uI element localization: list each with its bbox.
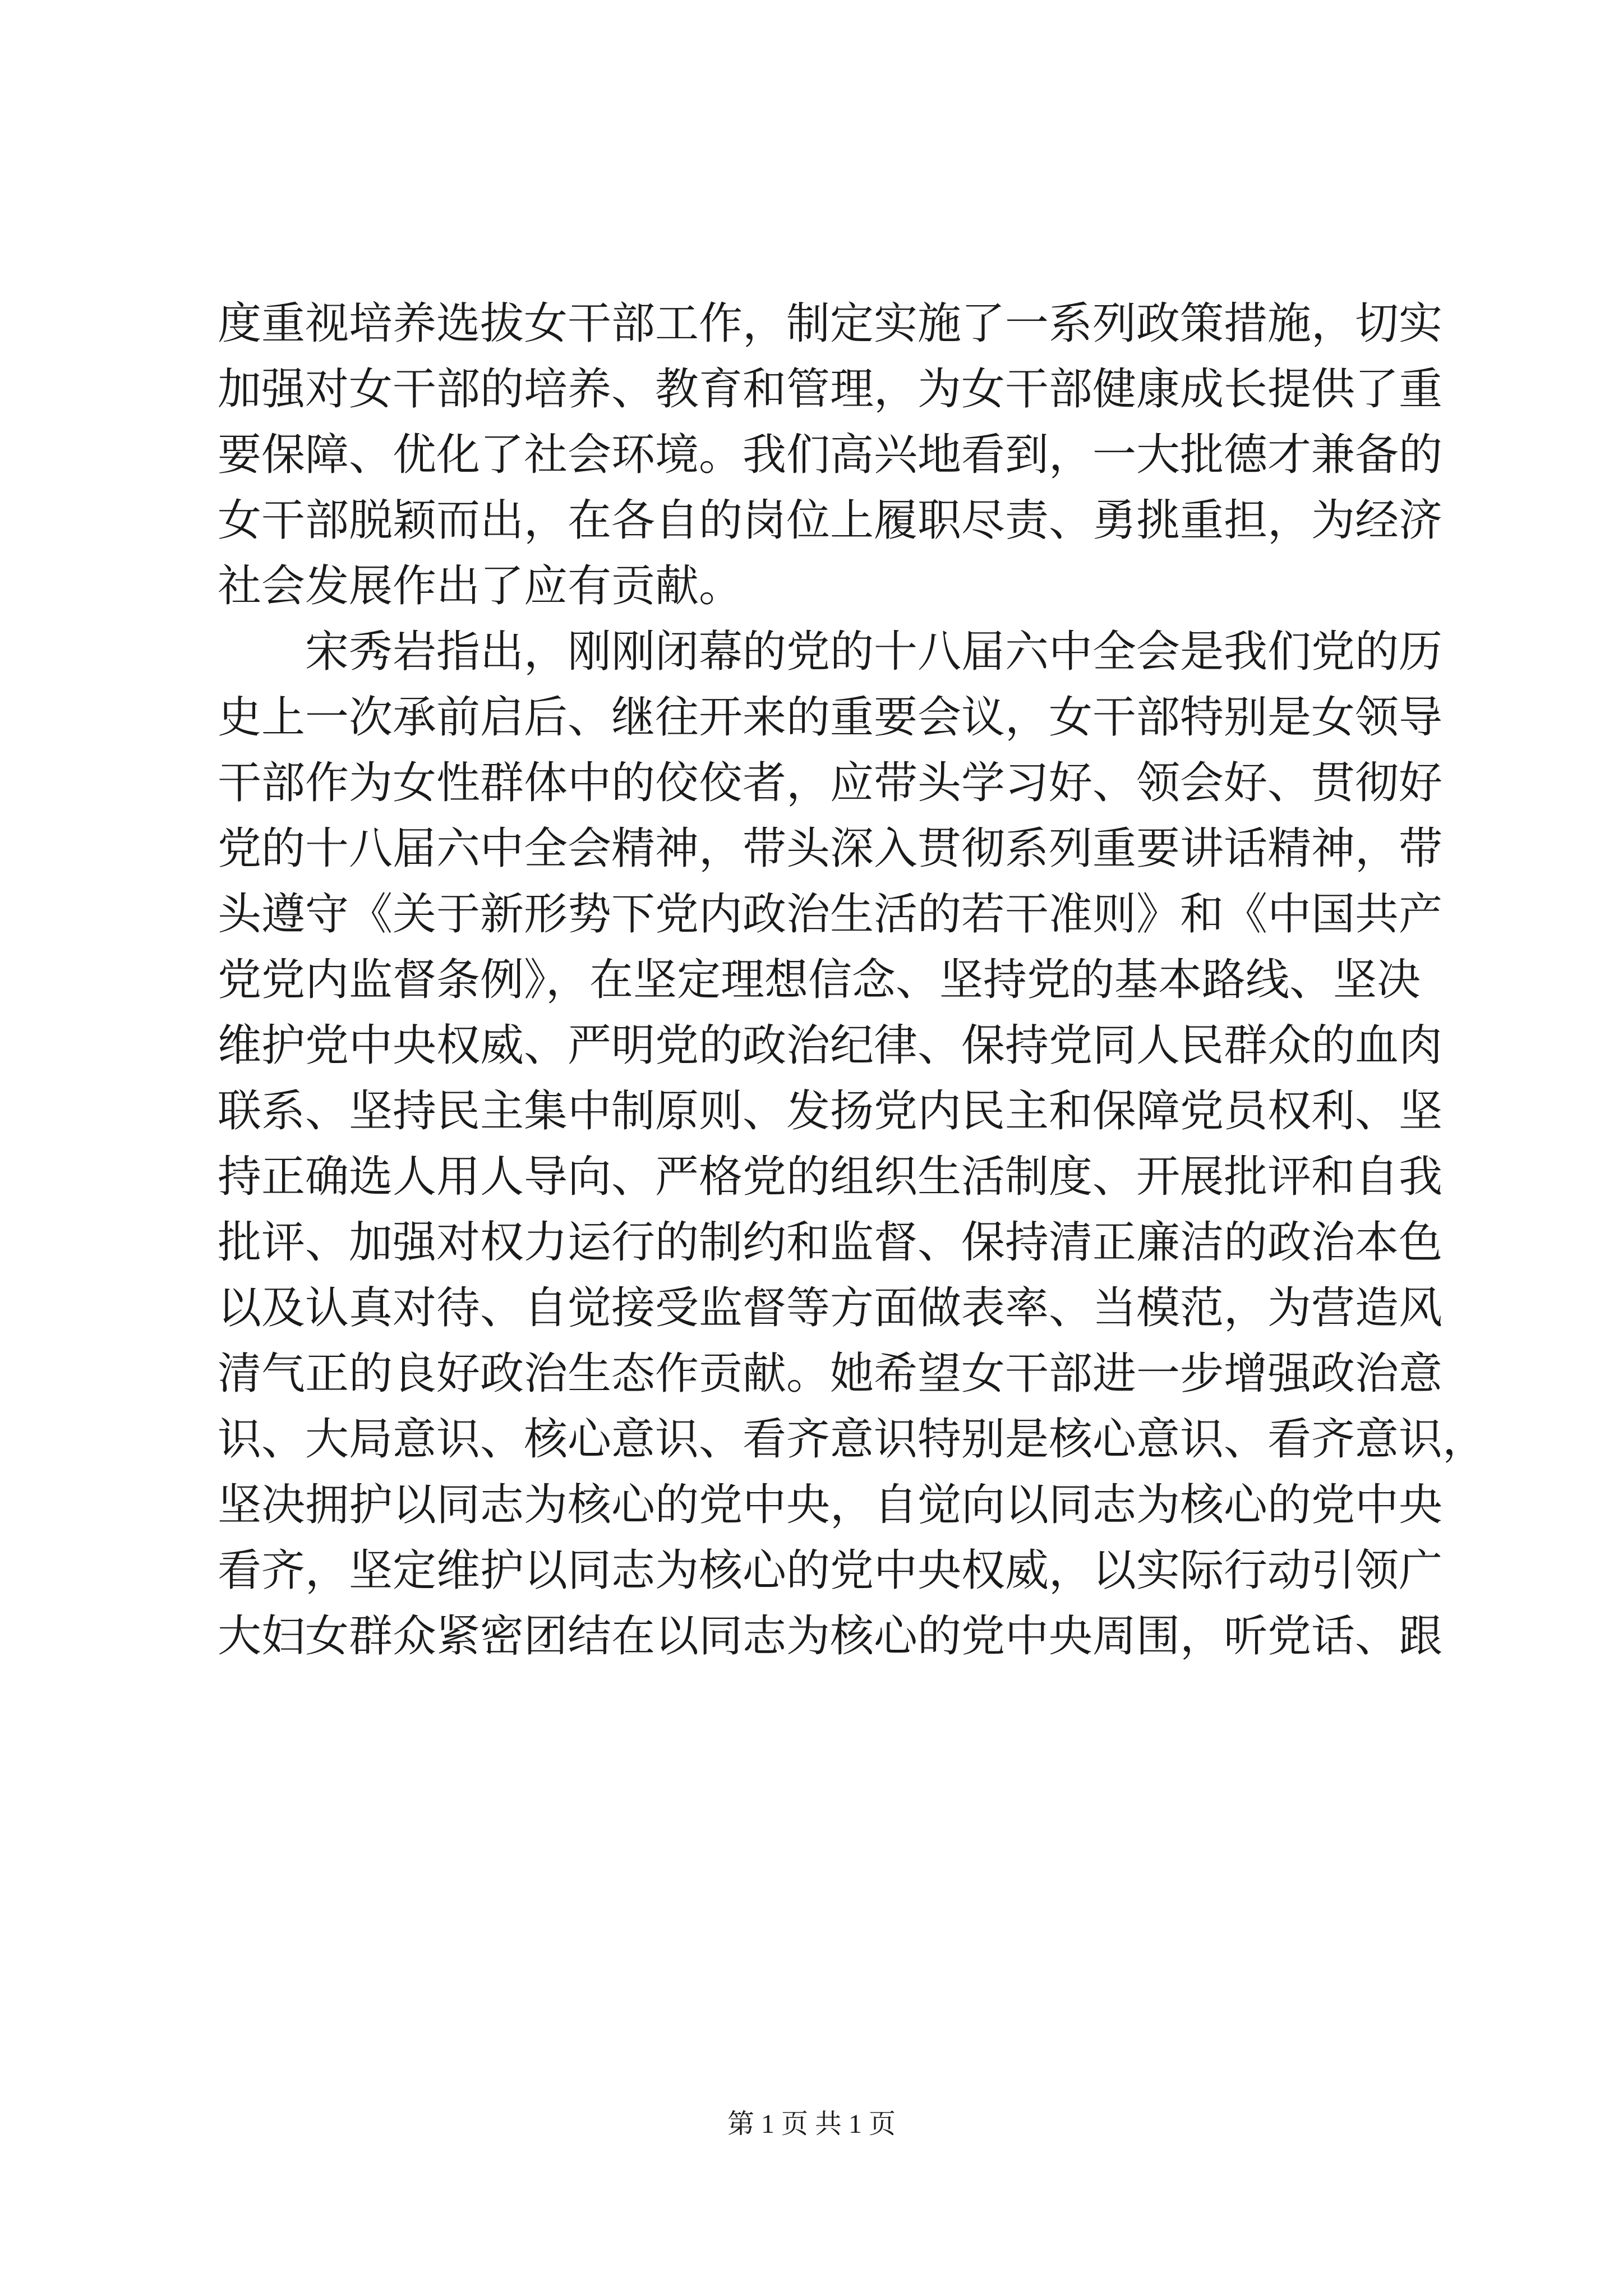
text-line: 社会发展作出了应有贡献。 xyxy=(218,561,743,611)
text-line: 党党内监督条例》，在坚定理想信念、坚持党的基本路线、坚决 xyxy=(218,955,1421,1005)
body-text xyxy=(218,291,1487,1669)
text-line: 加强对女干部的培养、教育和管理，为女干部健康成长提供了重 xyxy=(218,364,1443,415)
text-line: 批评、加强对权力运行的制约和监督、保持清正廉洁的政治本色 xyxy=(218,1217,1443,1268)
text-line: 以及认真对待、自觉接受监督等方面做表率、当模范，为营造风 xyxy=(218,1283,1443,1333)
text-line: 度重视培养选拔女干部工作，制定实施了一系列政策措施，切实 xyxy=(218,298,1443,349)
page-footer: 第 1 页 共 1 页 xyxy=(727,2109,896,2139)
text-line: 党的十八届六中全会精神，带头深入贯彻系列重要讲话精神，带 xyxy=(218,823,1443,874)
text-line: 干部作为女性群体中的佼佼者，应带头学习好、领会好、贯彻好 xyxy=(218,758,1443,808)
text-line: 识、大局意识、核心意识、看齐意识特别是核心意识、看齐意识， xyxy=(218,1414,1487,1465)
text-line: 持正确选人用人导向、严格党的组织生活制度、开展批评和自我 xyxy=(218,1152,1443,1202)
text-line: 大妇女群众紧密团结在以同志为核心的党中央周围，听党话、跟 xyxy=(218,1611,1443,1662)
text-line: 坚决拥护以同志为核心的党中央，自觉向以同志为核心的党中央 xyxy=(218,1480,1443,1530)
text-line: 要保障、优化了社会环境。我们高兴地看到，一大批德才兼备的 xyxy=(218,430,1443,480)
text-line: 清气正的良好政治生态作贡献。她希望女干部进一步增强政治意 xyxy=(218,1349,1443,1399)
text-line: 史上一次承前启后、继往开来的重要会议，女干部特别是女领导 xyxy=(218,692,1443,743)
text-line: 宋秀岩指出，刚刚闭幕的党的十八届六中全会是我们党的历 xyxy=(305,627,1443,677)
text-line: 维护党中央权威、严明党的政治纪律、保持党同人民群众的血肉 xyxy=(218,1020,1443,1071)
paragraph-2 xyxy=(218,619,1487,1669)
text-line: 头遵守《关于新形势下党内政治生活的若干准则》和《中国共产 xyxy=(218,889,1443,940)
text-line: 联系、坚持民主集中制原则、发扬党内民主和保障党员权利、坚 xyxy=(218,1086,1443,1137)
paragraph-1 xyxy=(218,291,1443,619)
text-line: 女干部脱颖而出，在各自的岗位上履职尽责、勇挑重担，为经济 xyxy=(218,495,1443,546)
text-line: 看齐，坚定维护以同志为核心的党中央权威，以实际行动引领广 xyxy=(218,1545,1443,1596)
